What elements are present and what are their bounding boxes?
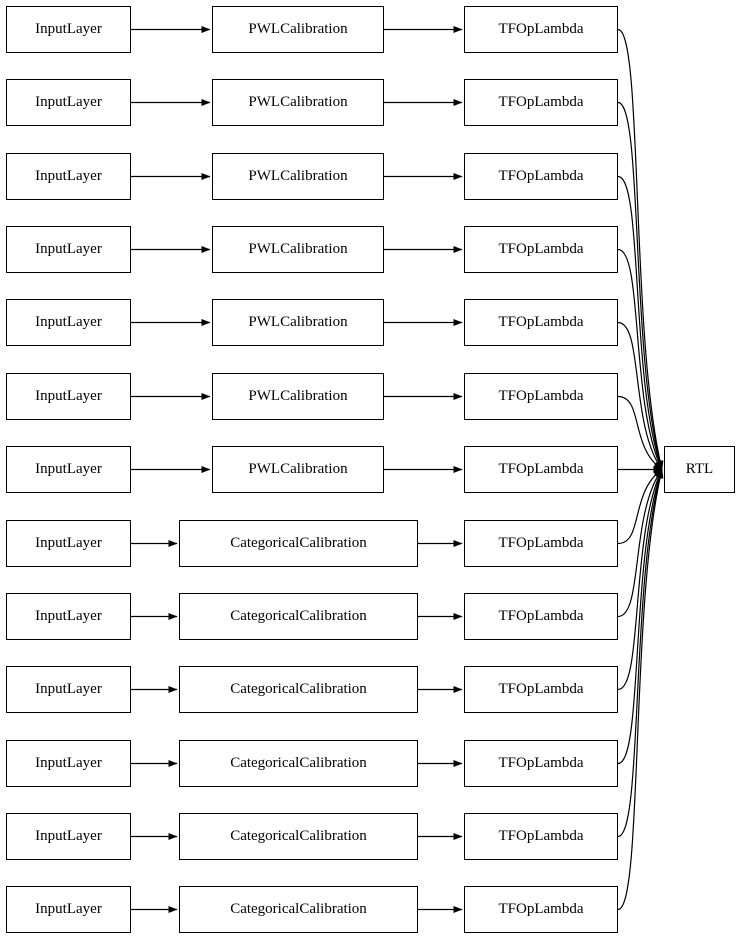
graph-node[interactable] [6, 813, 131, 860]
graph-node-label: TFOpLambda [498, 608, 584, 624]
graph-node-label: PWLCalibration [248, 168, 348, 184]
graph-node-label: PWLCalibration [248, 21, 348, 37]
graph-node[interactable] [212, 373, 384, 420]
graph-node-label: InputLayer [35, 94, 102, 110]
graph-node-label: CategoricalCalibration [230, 681, 367, 697]
graph-node[interactable] [179, 593, 418, 640]
graph-node-label: InputLayer [35, 901, 102, 917]
graph-node[interactable] [212, 446, 384, 493]
graph-node[interactable] [6, 886, 131, 933]
graph-node-label: InputLayer [35, 828, 102, 844]
graph-node-label: InputLayer [35, 608, 102, 624]
graph-node-label: InputLayer [35, 168, 102, 184]
graph-node-label: TFOpLambda [498, 94, 584, 110]
graph-node[interactable] [6, 520, 131, 567]
graph-node[interactable] [464, 153, 618, 200]
graph-edge [618, 470, 662, 764]
graph-node-label: InputLayer [35, 21, 102, 37]
graph-node-label: CategoricalCalibration [230, 828, 367, 844]
graph-node-label: PWLCalibration [248, 461, 348, 477]
graph-node[interactable] [6, 299, 131, 346]
graph-node[interactable] [464, 6, 618, 53]
graph-edge [618, 397, 662, 470]
graph-node-label: TFOpLambda [498, 535, 584, 551]
graph-node[interactable] [179, 813, 418, 860]
graph-node[interactable] [6, 373, 131, 420]
graph-edge [618, 470, 662, 617]
graph-node-label: TFOpLambda [498, 755, 584, 771]
graph-node-label: CategoricalCalibration [230, 535, 367, 551]
graph-node[interactable] [212, 153, 384, 200]
graph-node[interactable] [464, 740, 618, 787]
graph-edge [618, 250, 662, 470]
graph-edge [618, 323, 662, 470]
graph-node-label: CategoricalCalibration [230, 608, 367, 624]
graph-node-label: RTL [685, 461, 714, 477]
graph-node[interactable] [179, 666, 418, 713]
graph-node-label: InputLayer [35, 388, 102, 404]
graph-node[interactable] [464, 373, 618, 420]
graph-node-label: InputLayer [35, 681, 102, 697]
graph-node-label: TFOpLambda [498, 241, 584, 257]
graph-node[interactable] [6, 446, 131, 493]
graph-node[interactable] [6, 593, 131, 640]
graph-node-label: CategoricalCalibration [230, 901, 367, 917]
graph-node-label: InputLayer [35, 461, 102, 477]
graph-node-label: TFOpLambda [498, 21, 584, 37]
graph-node-label: TFOpLambda [498, 681, 584, 697]
graph-node[interactable] [464, 446, 618, 493]
graph-node[interactable] [464, 299, 618, 346]
graph-node[interactable] [464, 813, 618, 860]
graph-node[interactable] [464, 666, 618, 713]
graph-edge [618, 470, 662, 690]
graph-node[interactable] [6, 666, 131, 713]
graph-node[interactable] [179, 520, 418, 567]
graph-node[interactable] [179, 740, 418, 787]
graph-node[interactable] [6, 740, 131, 787]
graph-edge [618, 103, 662, 470]
graph-edge [618, 470, 662, 544]
graph-node[interactable] [464, 886, 618, 933]
graph-node-label: PWLCalibration [248, 388, 348, 404]
graph-node[interactable] [464, 79, 618, 126]
graph-node-label: InputLayer [35, 314, 102, 330]
graph-node[interactable] [6, 79, 131, 126]
graph-node-label: InputLayer [35, 241, 102, 257]
graph-node[interactable] [464, 226, 618, 273]
graph-node-label: PWLCalibration [248, 314, 348, 330]
graph-node[interactable] [6, 153, 131, 200]
graph-node-label: PWLCalibration [248, 241, 348, 257]
graph-node-label: TFOpLambda [498, 901, 584, 917]
graph-node-label: InputLayer [35, 755, 102, 771]
graph-node[interactable] [212, 226, 384, 273]
graph-node[interactable] [464, 520, 618, 567]
graph-node[interactable] [212, 79, 384, 126]
graph-node[interactable] [464, 593, 618, 640]
graph-node-label: TFOpLambda [498, 828, 584, 844]
graph-node[interactable] [6, 226, 131, 273]
graph-edge [618, 177, 662, 470]
graph-node[interactable] [179, 886, 418, 933]
graph-node-label: InputLayer [35, 535, 102, 551]
graph-node-label: TFOpLambda [498, 461, 584, 477]
graph-node-label: TFOpLambda [498, 388, 584, 404]
graph-edge [618, 470, 662, 910]
graph-edge [618, 30, 662, 470]
graph-node-label: TFOpLambda [498, 314, 584, 330]
graph-edge [618, 470, 662, 837]
graph-node-label: TFOpLambda [498, 168, 584, 184]
graph-node-label: CategoricalCalibration [230, 755, 367, 771]
graph-node[interactable] [664, 446, 735, 493]
graph-node[interactable] [212, 299, 384, 346]
graph-node-label: PWLCalibration [248, 94, 348, 110]
graph-node[interactable] [212, 6, 384, 53]
graph-node[interactable] [6, 6, 131, 53]
